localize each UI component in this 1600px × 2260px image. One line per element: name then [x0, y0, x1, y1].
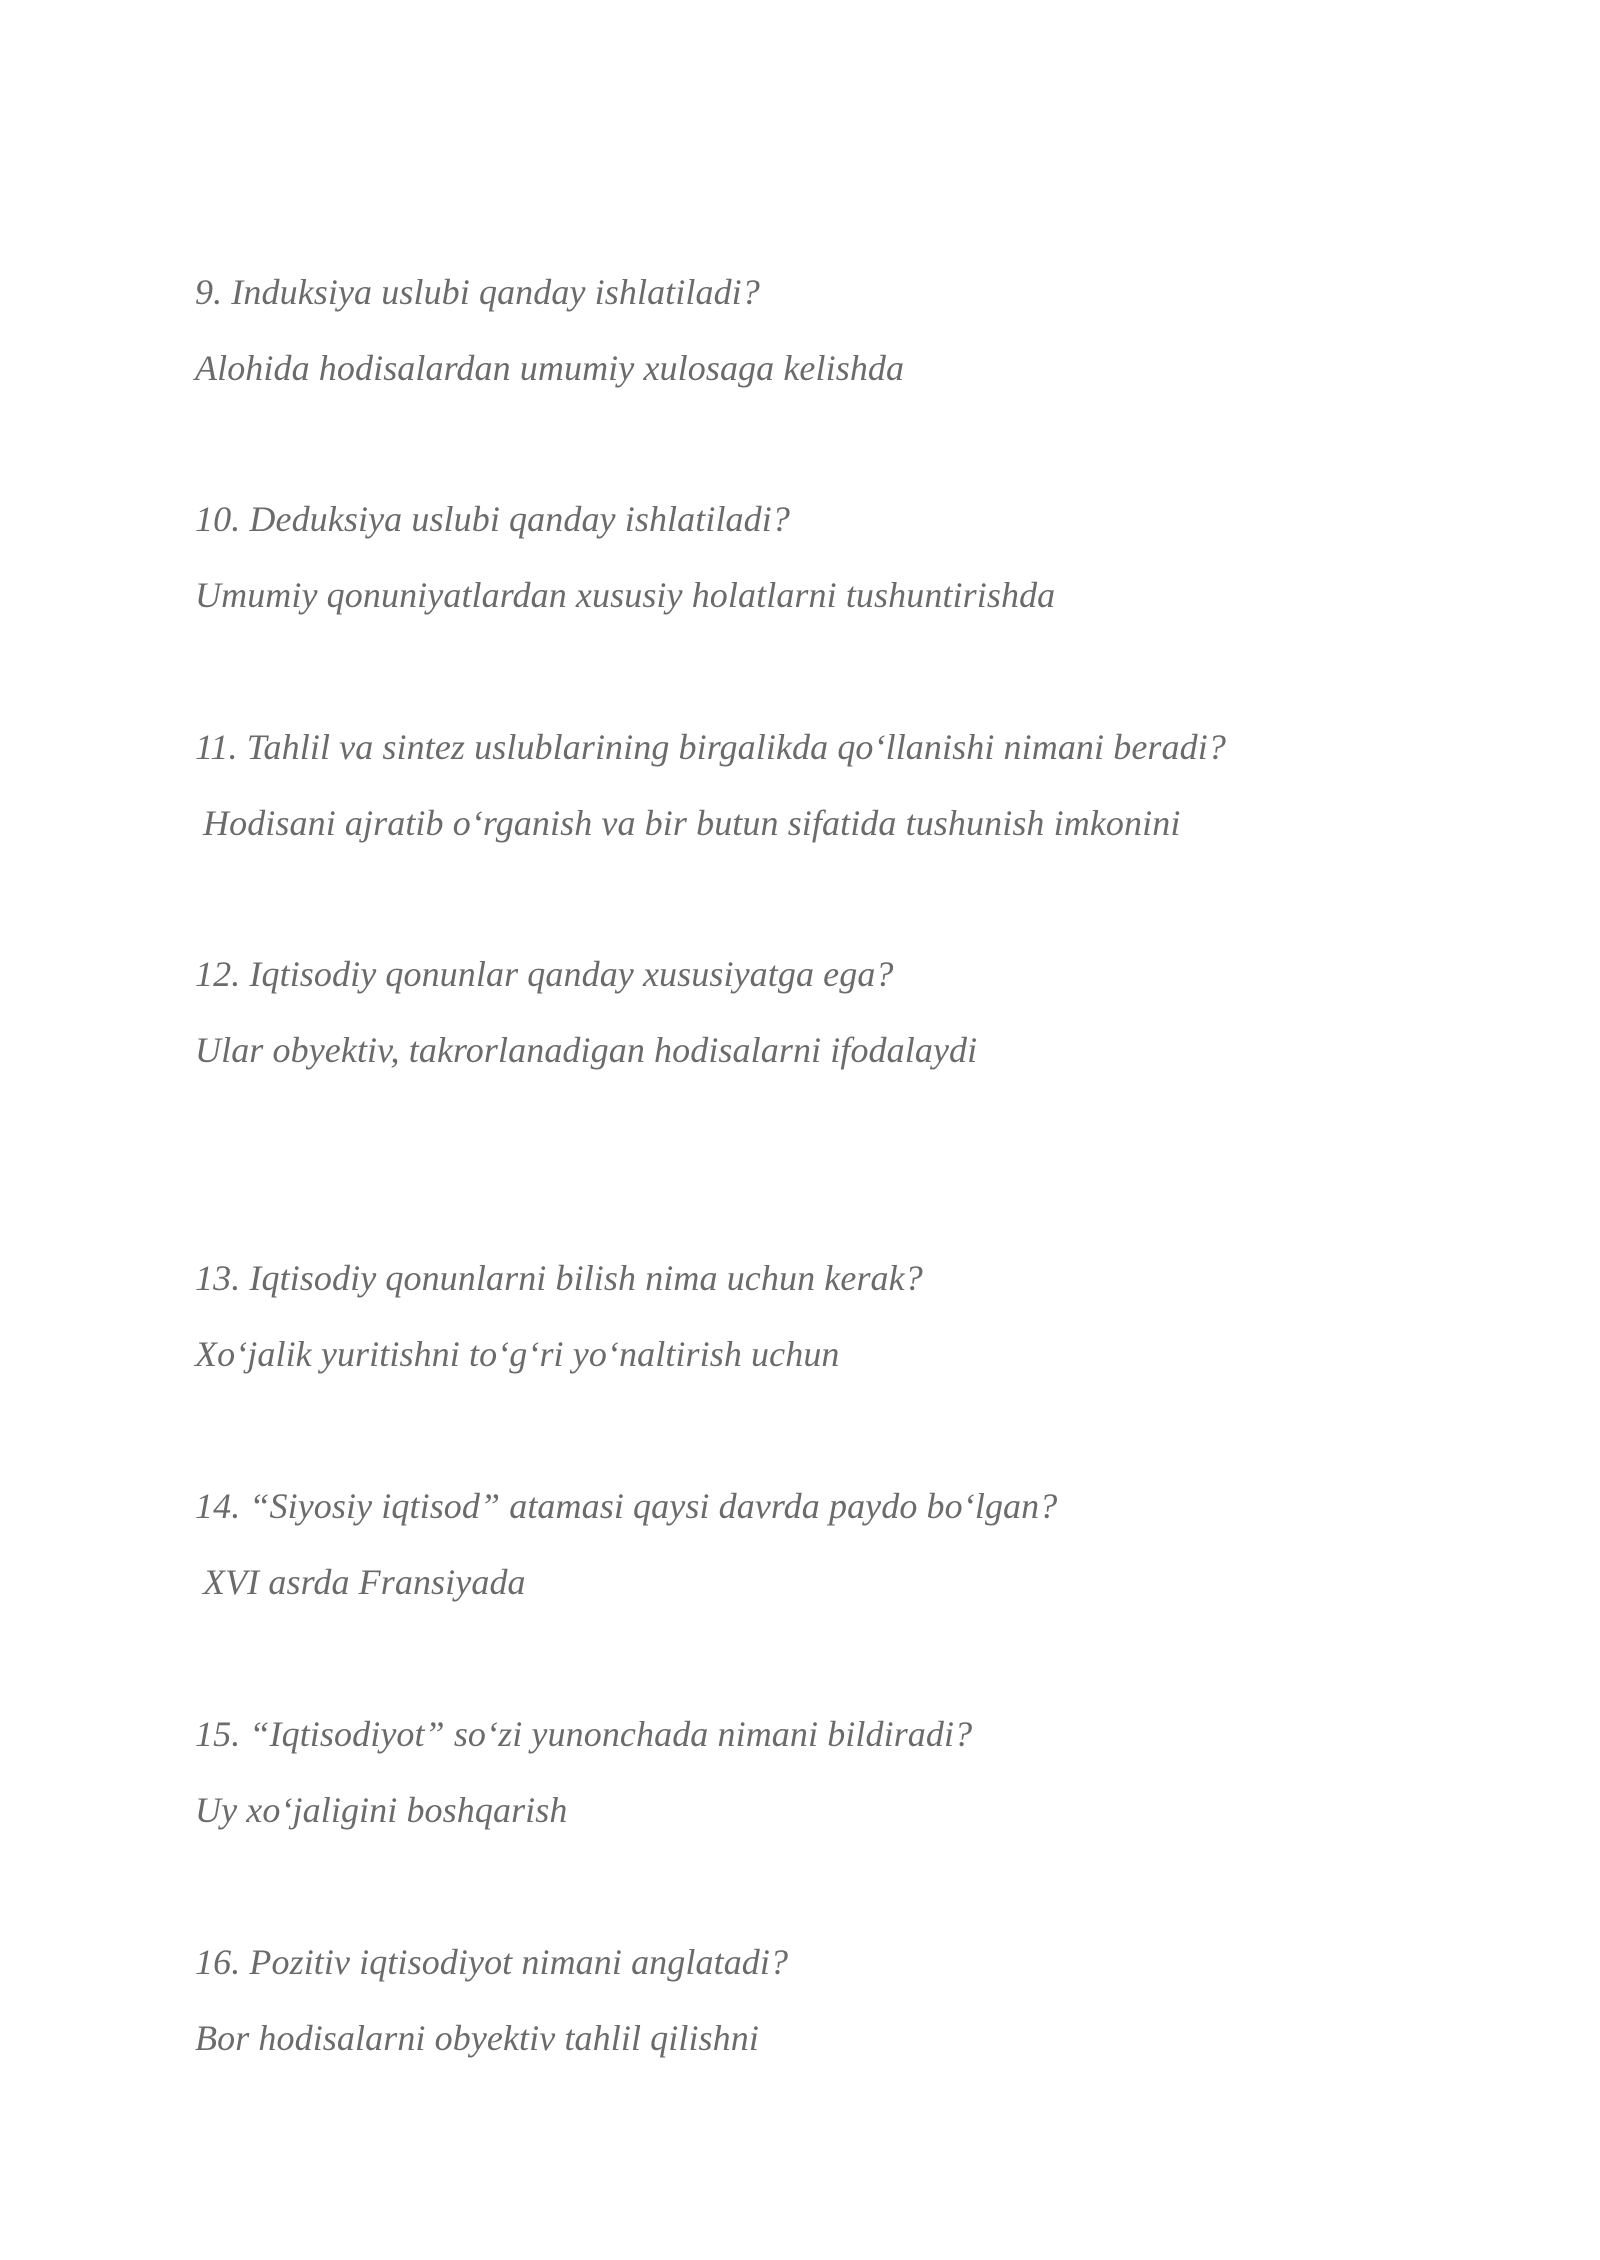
question-14: 14. “Siyosiy iqtisod” atamasi qaysi davrda paydo bo‘lgan?	[195, 1486, 1058, 1526]
answer-9: Alohida hodisalardan umumiy xulosaga kelishda	[195, 348, 905, 388]
answer-11: Hodisani ajratib o‘rganish va bir butun sifatida tushunish imkonini	[203, 803, 1181, 843]
question-15: 15. “Iqtisodiyot” so‘zi yunonchada nimani bildiradi?	[195, 1714, 973, 1754]
question-9: 9. Induksiya uslubi qanday ishlatiladi?	[195, 272, 760, 312]
question-10: 10. Deduksiya uslubi qanday ishlatiladi?	[195, 499, 790, 539]
answer-10: Umumiy qonuniyatlardan xususiy holatlarni tushuntirishda	[195, 575, 1056, 615]
question-11: 11. Tahlil va sintez uslublarining birgalikda qo‘llanishi nimani beradi?	[195, 727, 1226, 767]
question-16: 16. Pozitiv iqtisodiyot nimani anglatadi?	[195, 1942, 789, 1982]
answer-16: Bor hodisalarni obyektiv tahlil qilishni	[195, 2018, 759, 2058]
question-12: 12. Iqtisodiy qonunlar qanday xususiyatga ega?	[195, 954, 894, 994]
answer-12: Ular obyektiv, takrorlanadigan hodisalarni ifodalaydi	[195, 1030, 978, 1070]
answer-15: Uy xo‘jaligini boshqarish	[195, 1790, 568, 1830]
question-13: 13. Iqtisodiy qonunlarni bilish nima uchun kerak?	[195, 1258, 923, 1298]
answer-13: Xo‘jalik yuritishni to‘g‘ri yo‘naltirish uchun	[195, 1334, 840, 1374]
answer-14: XVI asrda Fransiyada	[203, 1562, 526, 1602]
